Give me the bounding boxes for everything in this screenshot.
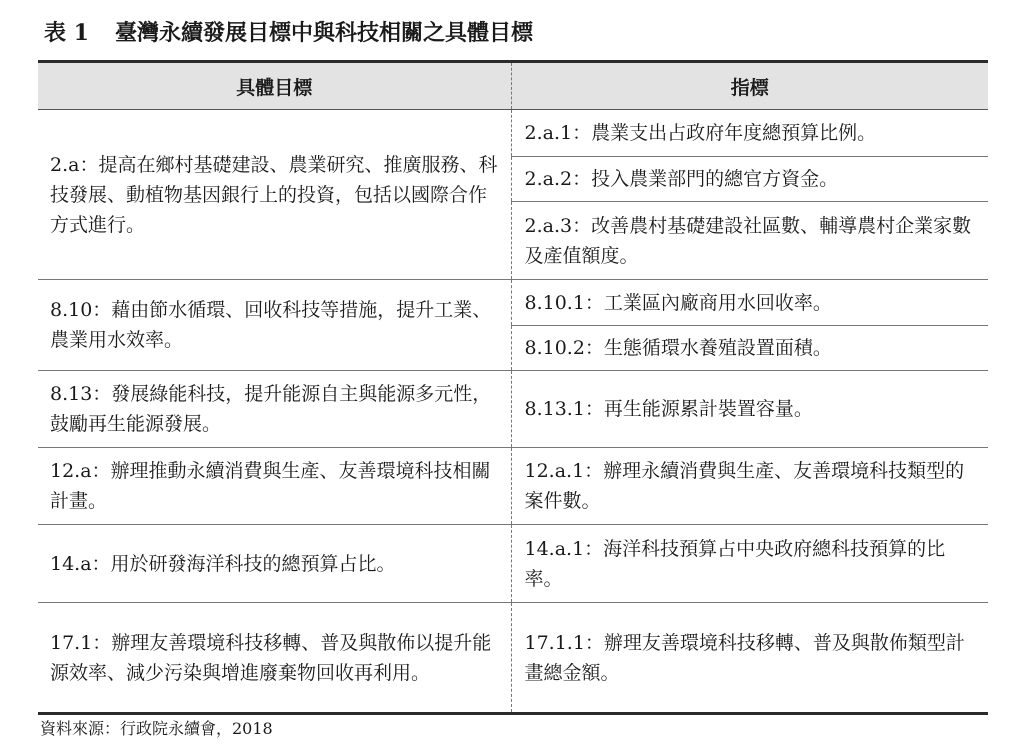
table-row bbox=[38, 371, 988, 448]
target-cell: 14.a：用於研發海洋科技的總預算占比。 bbox=[38, 525, 511, 603]
target-cell: 17.1：辦理友善環境科技移轉、普及與散佈以提升能源效率、減少污染與增進廢棄物回收再利用。 bbox=[38, 603, 511, 714]
header-target: 具體目標 bbox=[38, 62, 511, 110]
table-title: 臺灣永續發展目標中與科技相關之具體目標 bbox=[114, 20, 533, 46]
target-cell: 12.a：辦理推動永續消費與生產、友善環境科技相關計畫。 bbox=[38, 448, 511, 525]
table-number: 表 1 bbox=[44, 20, 89, 46]
table-row bbox=[38, 525, 988, 603]
source-note: 資料來源：行政院永續會，2018 bbox=[40, 719, 273, 738]
indicator-cell: 17.1.1：辦理友善環境科技移轉、普及與散佈類型計畫總金額。 bbox=[511, 603, 988, 714]
table-row bbox=[38, 280, 988, 326]
table-caption bbox=[44, 16, 533, 47]
indicator-cell: 14.a.1：海洋科技預算占中央政府總科技預算的比率。 bbox=[511, 525, 988, 603]
indicator-cell: 8.10.1：工業區內廠商用水回收率。 bbox=[511, 280, 988, 326]
table-row bbox=[38, 110, 988, 157]
indicator-cell: 8.10.2：生態循環水養殖設置面積。 bbox=[511, 326, 988, 371]
indicator-cell: 8.13.1：再生能源累計裝置容量。 bbox=[511, 371, 988, 448]
indicator-cell: 2.a.3：改善農村基礎建設社區數、輔導農村企業家數及產值額度。 bbox=[511, 202, 988, 280]
target-cell: 2.a：提高在鄉村基礎建設、農業研究、推廣服務、科技發展、動植物基因銀行上的投資，包括以國際合作方式進行。 bbox=[38, 110, 511, 280]
header-indicator: 指標 bbox=[511, 62, 988, 110]
table-row bbox=[38, 603, 988, 714]
target-cell: 8.13：發展綠能科技，提升能源自主與能源多元性，鼓勵再生能源發展。 bbox=[38, 371, 511, 448]
sdg-target-table bbox=[38, 60, 988, 715]
indicator-cell: 2.a.1：農業支出占政府年度總預算比例。 bbox=[511, 110, 988, 157]
target-cell: 8.10：藉由節水循環、回收科技等措施，提升工業、農業用水效率。 bbox=[38, 280, 511, 371]
header-row bbox=[38, 62, 988, 110]
table-row bbox=[38, 448, 988, 525]
indicator-cell: 2.a.2：投入農業部門的總官方資金。 bbox=[511, 157, 988, 202]
indicator-cell: 12.a.1：辦理永續消費與生產、友善環境科技類型的案件數。 bbox=[511, 448, 988, 525]
